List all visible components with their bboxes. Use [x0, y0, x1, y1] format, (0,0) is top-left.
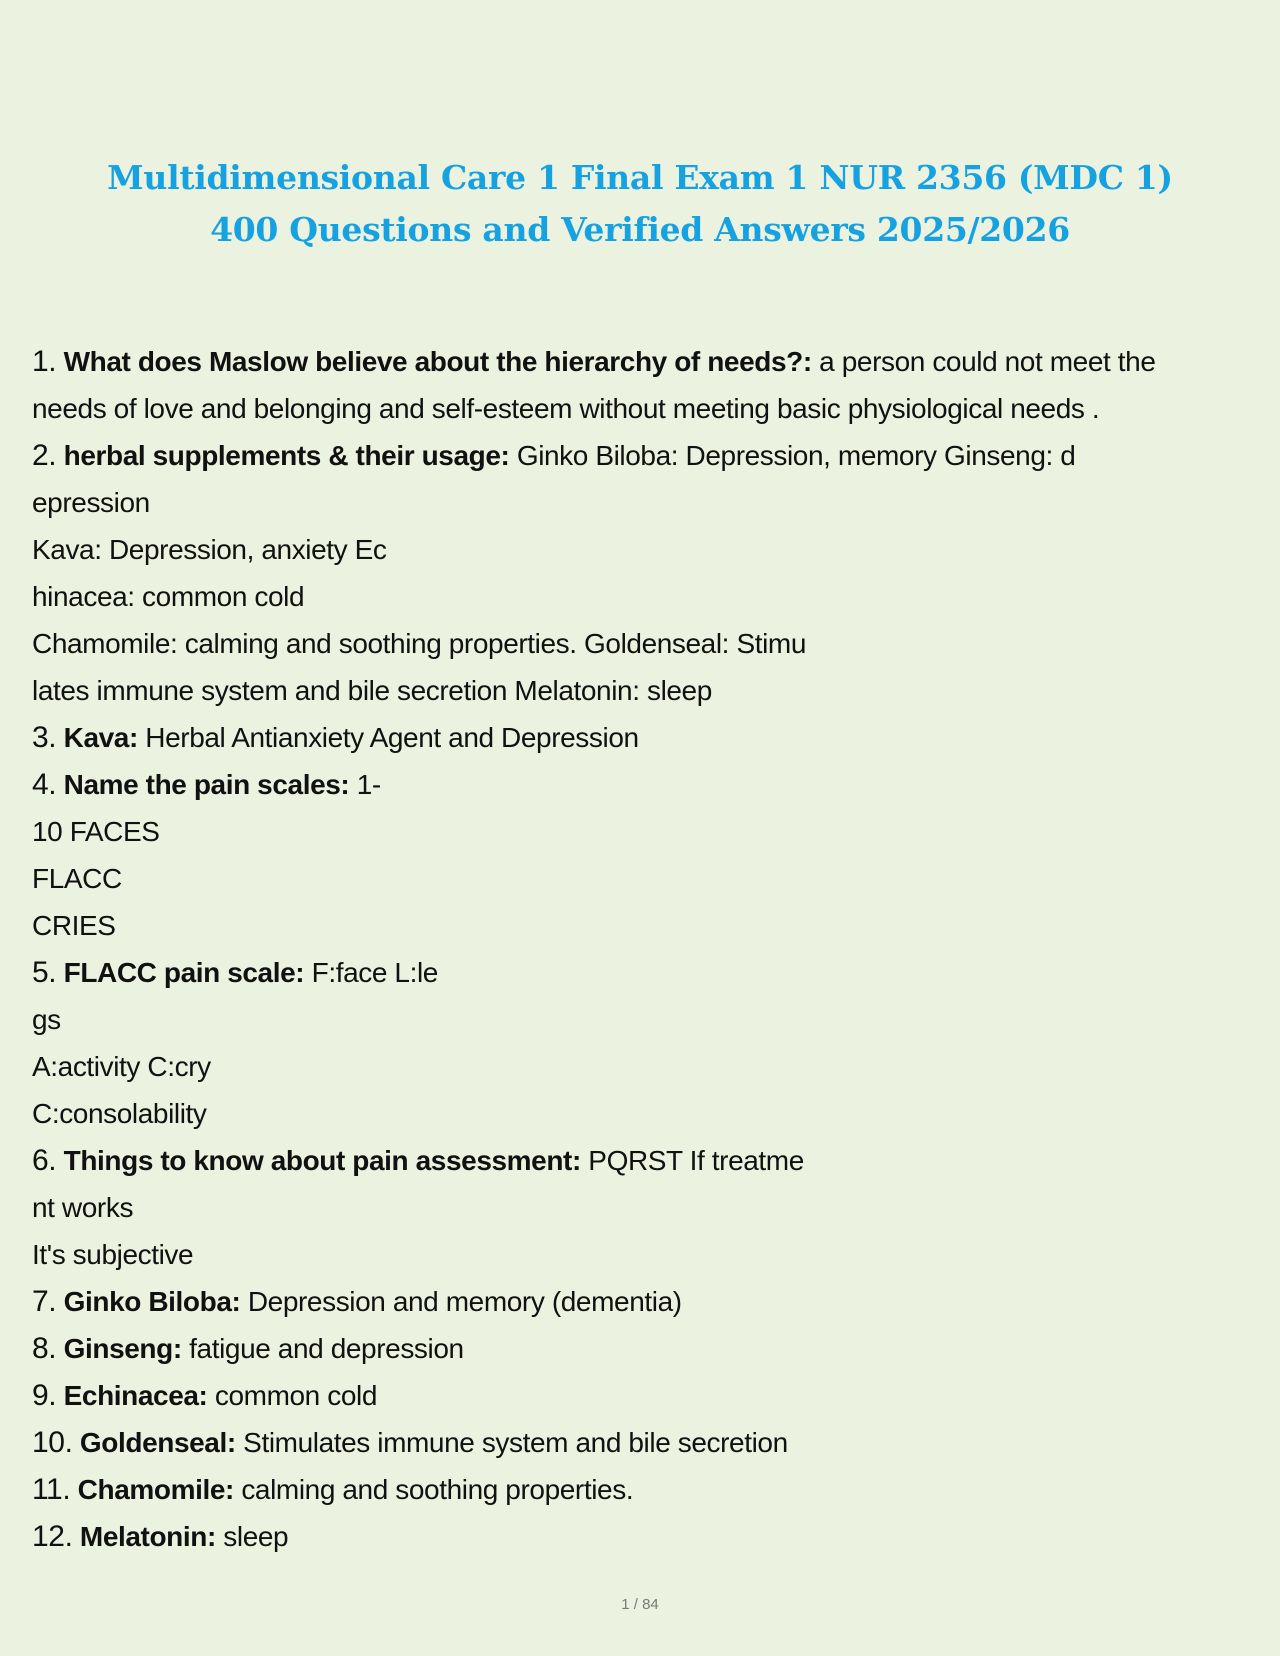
answer-text: Depression and memory (dementia) [247, 1286, 682, 1317]
question-line [32, 432, 1252, 479]
answer-text: 1- [356, 769, 381, 800]
answer-text: 10 FACES [32, 816, 160, 847]
answer-text: nt works [32, 1192, 134, 1223]
question-term: herbal supplements & their usage: [63, 440, 510, 471]
question-line [32, 1419, 1252, 1466]
question-term: FLACC pain scale: [63, 957, 305, 988]
document-title [0, 152, 1280, 256]
answer-continuation-line [32, 573, 1252, 620]
answer-text: A:activity C:cry [32, 1051, 211, 1082]
question-number: 4. [32, 768, 57, 801]
question-line [32, 1278, 1252, 1325]
answer-text: epression [32, 487, 150, 518]
question-line [32, 1137, 1252, 1184]
answer-text: a person could not meet the [819, 346, 1156, 377]
answer-continuation-line [32, 1231, 1252, 1278]
question-number: 1. [32, 345, 57, 378]
question-number: 8. [32, 1332, 57, 1365]
question-number: 2. [32, 439, 57, 472]
answer-continuation-line [32, 479, 1252, 526]
question-term: Name the pain scales: [63, 769, 350, 800]
answer-continuation-line [32, 855, 1252, 902]
answer-continuation-line [32, 902, 1252, 949]
question-term: Goldenseal: [79, 1427, 236, 1458]
question-line [32, 1372, 1252, 1419]
answer-text: Stimulates immune system and bile secretion [243, 1427, 788, 1458]
answer-text: PQRST If treatme [588, 1145, 804, 1176]
answer-text: F:face L:le [311, 957, 438, 988]
question-number: 12. [32, 1520, 73, 1553]
answer-continuation-line [32, 620, 1252, 667]
answer-continuation-line [32, 385, 1252, 432]
answer-text: calming and soothing properties. [241, 1474, 634, 1505]
question-line [32, 1466, 1252, 1513]
question-line [32, 338, 1252, 385]
question-number: 10. [32, 1426, 73, 1459]
answer-text: sleep [223, 1521, 289, 1552]
answer-text: needs of love and belonging and self-esteem without meeting basic physiological needs . [32, 393, 1100, 424]
question-term: What does Maslow believe about the hierarchy of needs?: [63, 346, 812, 377]
question-term: Ginseng: [63, 1333, 182, 1364]
answer-text: Herbal Antianxiety Agent and Depression [145, 722, 639, 753]
answer-continuation-line [32, 1043, 1252, 1090]
question-term: Ginko Biloba: [63, 1286, 241, 1317]
question-number: 3. [32, 721, 57, 754]
page-indicator: 1 / 84 [621, 1596, 659, 1613]
question-line [32, 761, 1252, 808]
answer-text: hinacea: common cold [32, 581, 305, 612]
answer-continuation-line [32, 1184, 1252, 1231]
answer-text: Chamomile: calming and soothing properties. Goldenseal: Stimu [32, 628, 807, 659]
answer-text: common cold [214, 1380, 377, 1411]
answer-text: fatigue and depression [189, 1333, 464, 1364]
answer-text: FLACC [32, 863, 122, 894]
answer-continuation-line [32, 996, 1252, 1043]
question-number: 5. [32, 956, 57, 989]
answer-text: C:consolability [32, 1098, 207, 1129]
question-term: Echinacea: [63, 1380, 208, 1411]
question-line [32, 949, 1252, 996]
question-term: Melatonin: [79, 1521, 216, 1552]
title-line-2: 400 Questions and Verified Answers 2025/2026 [210, 210, 1070, 249]
question-line [32, 1325, 1252, 1372]
answer-text: Kava: Depression, anxiety Ec [32, 534, 387, 565]
answer-continuation-line [32, 526, 1252, 573]
question-list [32, 338, 1252, 1560]
question-number: 7. [32, 1285, 57, 1318]
answer-continuation-line [32, 667, 1252, 714]
question-number: 9. [32, 1379, 57, 1412]
question-number: 6. [32, 1144, 57, 1177]
question-number: 11. [32, 1473, 71, 1506]
answer-text: lates immune system and bile secretion Melatonin: sleep [32, 675, 712, 706]
answer-text: Ginko Biloba: Depression, memory Ginseng: d [516, 440, 1076, 471]
question-term: Things to know about pain assessment: [63, 1145, 581, 1176]
answer-continuation-line [32, 1090, 1252, 1137]
answer-text: CRIES [32, 910, 116, 941]
answer-text: gs [32, 1004, 61, 1035]
answer-text: It's subjective [32, 1239, 194, 1270]
question-line [32, 1513, 1252, 1560]
question-term: Kava: [63, 722, 138, 753]
answer-continuation-line [32, 808, 1252, 855]
question-line [32, 714, 1252, 761]
question-term: Chamomile: [77, 1474, 234, 1505]
title-line-1: Multidimensional Care 1 Final Exam 1 NUR 2356 (MDC 1) [107, 158, 1173, 197]
